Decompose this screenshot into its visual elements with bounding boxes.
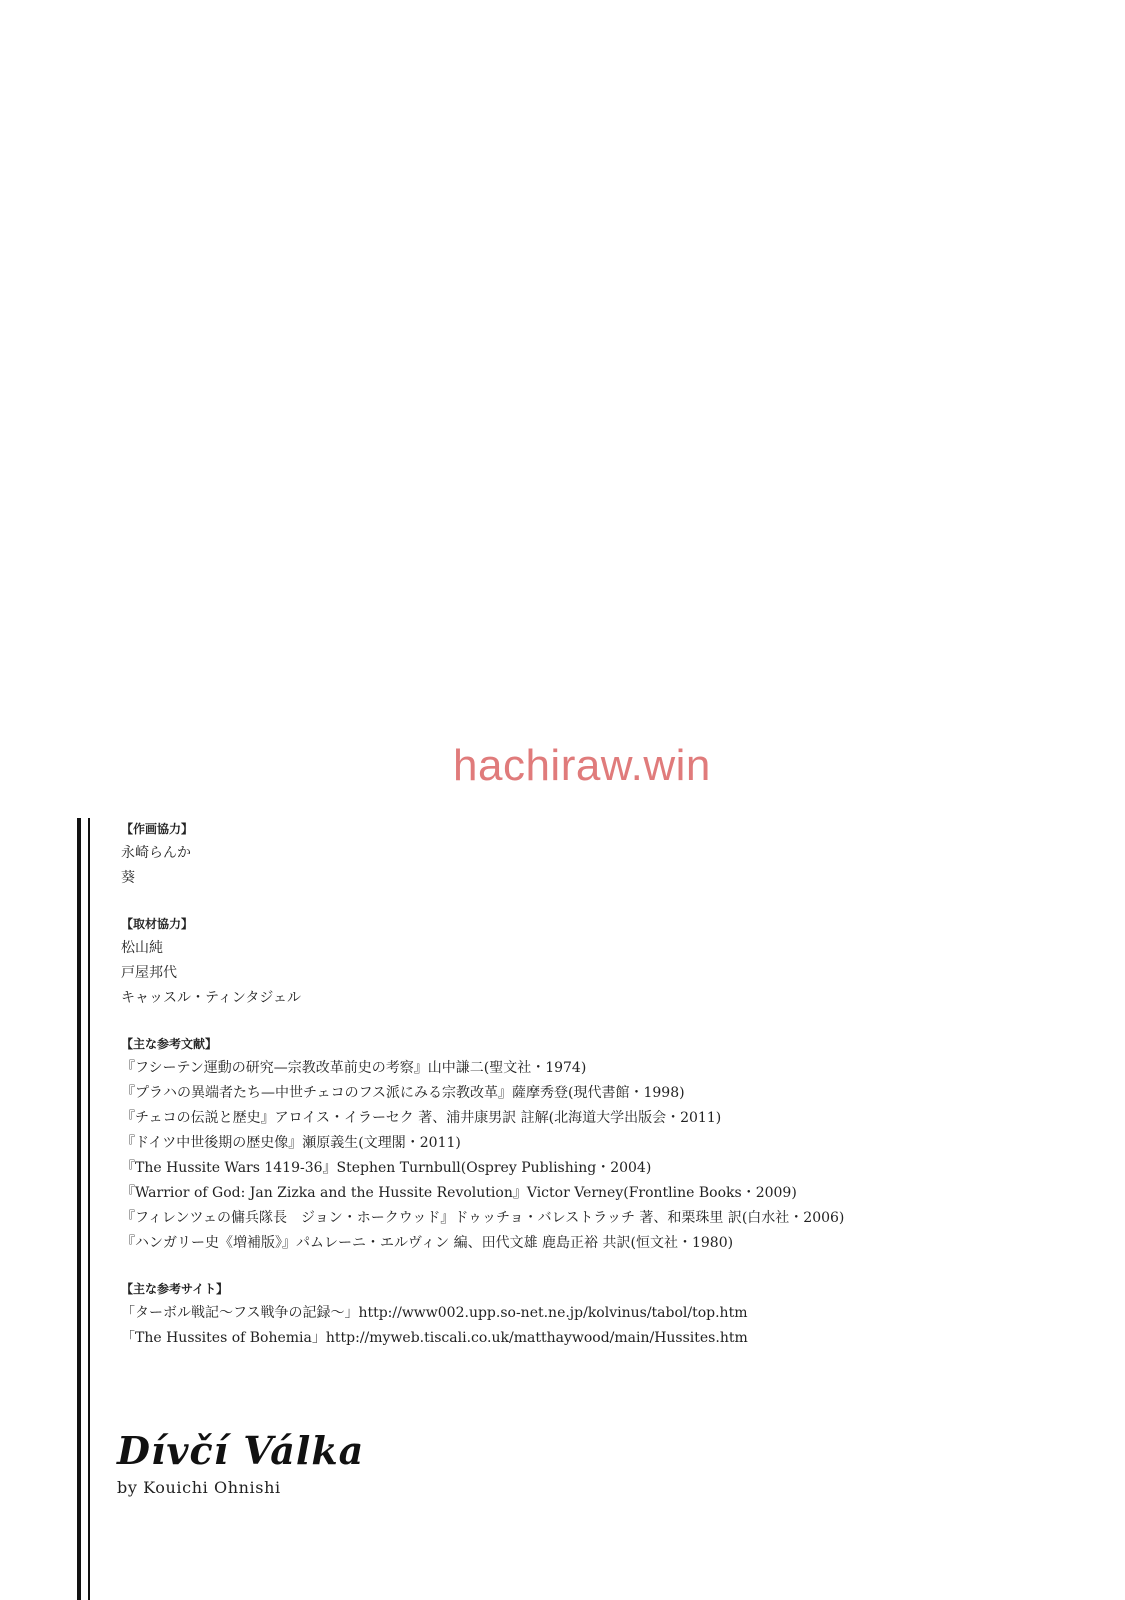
- section-spacer: [121, 1256, 1081, 1281]
- credit-entry: 永崎らんか: [121, 845, 191, 861]
- section-heading: 【作画協力】: [121, 822, 194, 836]
- margin-rule-thin: [88, 818, 90, 1600]
- credit-entry: 葵: [121, 870, 135, 886]
- section-heading: 【主な参考サイト】: [121, 1282, 229, 1296]
- watermark: hachiraw.win: [453, 741, 711, 790]
- section-spacer: [121, 891, 1081, 916]
- credit-entry: 戸屋邦代: [121, 965, 177, 981]
- reference-entry: 『チェコの伝説と歴史』アロイス・イラーセク 著、浦井康男訳 註解(北海道大学出版会・2011): [121, 1110, 722, 1126]
- website-entry: 「ターボル戦記〜フス戦争の記録〜」http://www002.upp.so-net.ne.jp/kolvinus/tabol/top.htm: [121, 1305, 748, 1321]
- section-research-cooperation: [121, 916, 1081, 1011]
- reference-entry: 『ハンガリー史《増補版》』パムレーニ・エルヴィン 編、田代文雄 鹿島正裕 共訳(恒文社・1980): [121, 1235, 734, 1251]
- website-entry: 「The Hussites of Bohemia」http://myweb.tiscali.co.uk/matthaywood/main/Hussites.htm: [121, 1330, 748, 1346]
- reference-entry: 『フィレンツェの傭兵隊長 ジョン・ホークウッド』ドゥッチョ・バレストラッチ 著、和栗珠里 訳(白水社・2006): [121, 1210, 845, 1226]
- reference-entry: 『Warrior of God: Jan Zizka and the Hussite Revolution』Victor Verney(Frontline Books・2009): [121, 1185, 797, 1201]
- credit-entry: キャッスル・ティンタジェル: [121, 990, 302, 1006]
- credits-block: [121, 821, 1081, 1351]
- section-art-cooperation: [121, 821, 1081, 891]
- reference-entry: 『プラハの異端者たち—中世チェコのフス派にみる宗教改革』薩摩秀登(現代書館・1998): [121, 1085, 685, 1101]
- title-block: [117, 1428, 365, 1498]
- book-title: Dívčí Válka: [117, 1428, 365, 1473]
- credit-entry: 松山純: [121, 940, 163, 956]
- section-heading: 【取材協力】: [121, 917, 194, 931]
- author-byline: by Kouichi Ohnishi: [117, 1478, 281, 1497]
- section-references: [121, 1036, 1081, 1256]
- reference-entry: 『ドイツ中世後期の歴史像』瀬原義生(文理閣・2011): [121, 1135, 461, 1151]
- section-websites: [121, 1281, 1081, 1351]
- section-heading: 【主な参考文献】: [121, 1037, 218, 1051]
- margin-rule-thick: [77, 818, 81, 1600]
- reference-entry: 『フシーテン運動の研究—宗教改革前史の考察』山中謙二(聖文社・1974): [121, 1060, 587, 1076]
- section-spacer: [121, 1011, 1081, 1036]
- reference-entry: 『The Hussite Wars 1419-36』Stephen Turnbull(Osprey Publishing・2004): [121, 1160, 652, 1176]
